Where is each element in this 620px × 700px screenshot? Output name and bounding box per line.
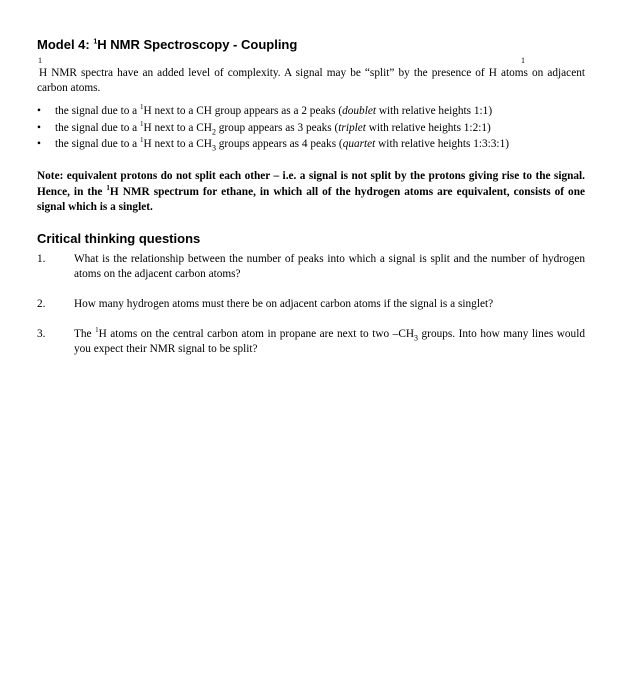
bullet-text: H next to a CH group appears as a 2 peaks ( xyxy=(143,105,343,117)
model-title xyxy=(37,37,297,52)
question-subscript: 3 xyxy=(414,333,419,343)
question-text: How many hydrogen atoms must there be on adjacent carbon atoms if the signal is a singlet? xyxy=(74,298,494,310)
question-number: 2. xyxy=(37,298,46,310)
note-paragraph xyxy=(37,169,585,216)
section-heading: Critical thinking questions xyxy=(37,231,201,246)
stray-mark-right: 1 xyxy=(521,56,525,65)
bullet-text: group appears as 3 peaks ( xyxy=(215,121,339,134)
question-text: groups. Into how many lines would you expect their NMR signal to be split? xyxy=(74,328,585,355)
bullet-text: with relative heights 1:1) xyxy=(376,105,493,117)
model-title-superscript: 1 xyxy=(93,38,98,46)
bullet-term: quartet xyxy=(342,138,376,150)
bullet-icon: • xyxy=(37,121,41,134)
model-title-text: H NMR Spectroscopy - Coupling xyxy=(97,37,298,52)
question-text: What is the relationship between the number of peaks into which a signal is split and the number of hydrogen atoms on the adjacent carbon atoms? xyxy=(74,253,585,280)
bullet-icon: • xyxy=(37,138,41,150)
bullet-text: H next to a CH xyxy=(143,138,212,150)
question-text: The xyxy=(74,328,96,340)
bullet-text: the signal due to a xyxy=(55,138,141,150)
question-number: 3. xyxy=(37,328,46,340)
bullet-superscript: 1 xyxy=(140,103,144,112)
bullet-subscript: 2 xyxy=(211,126,216,136)
bullet-text: the signal due to a xyxy=(55,121,141,134)
bullet-superscript: 1 xyxy=(140,119,144,128)
model-title-prefix: Model 4: xyxy=(37,37,94,52)
bullet-text: groups appears as 4 peaks ( xyxy=(215,138,343,150)
list-item xyxy=(37,120,585,137)
bullet-superscript: 1 xyxy=(140,136,144,145)
question-item xyxy=(37,327,585,357)
stray-mark-left: 1 xyxy=(38,56,42,65)
bullet-text: H next to a CH xyxy=(143,121,212,134)
intro-paragraph: H NMR spectra have an added level of complexity. A signal may be “split” by the presence of H atoms on adjacent carbon atoms. xyxy=(37,67,585,94)
list-item xyxy=(37,103,585,120)
list-item xyxy=(37,136,585,153)
bullet-term: triplet xyxy=(338,121,366,134)
bullet-text: with relative heights 1:2:1) xyxy=(365,121,491,134)
note-text: Note: equivalent protons do not split each other – i.e. a signal is not split by the protons giving rise to the signal. Hence, in the xyxy=(37,170,585,198)
note-text: H NMR spectrum for ethane, in which all of the hydrogen atoms are equivalent, consists of one signal which is a singlet. xyxy=(37,185,585,214)
questions-list xyxy=(37,252,585,372)
question-number: 1. xyxy=(37,253,46,265)
bullet-icon: • xyxy=(37,105,41,117)
bullet-text: the signal due to a xyxy=(55,105,141,117)
bullet-term: doublet xyxy=(342,105,376,117)
question-item xyxy=(37,297,585,312)
question-text: H atoms on the central carbon atom in propane are next to two –CH xyxy=(98,328,415,340)
bullet-text: with relative heights 1:3:3:1) xyxy=(375,138,509,150)
note-superscript: 1 xyxy=(106,183,110,192)
question-superscript: 1 xyxy=(95,326,99,335)
coupling-rules-list xyxy=(37,103,585,153)
bullet-subscript: 3 xyxy=(211,143,216,153)
question-item xyxy=(37,252,585,282)
